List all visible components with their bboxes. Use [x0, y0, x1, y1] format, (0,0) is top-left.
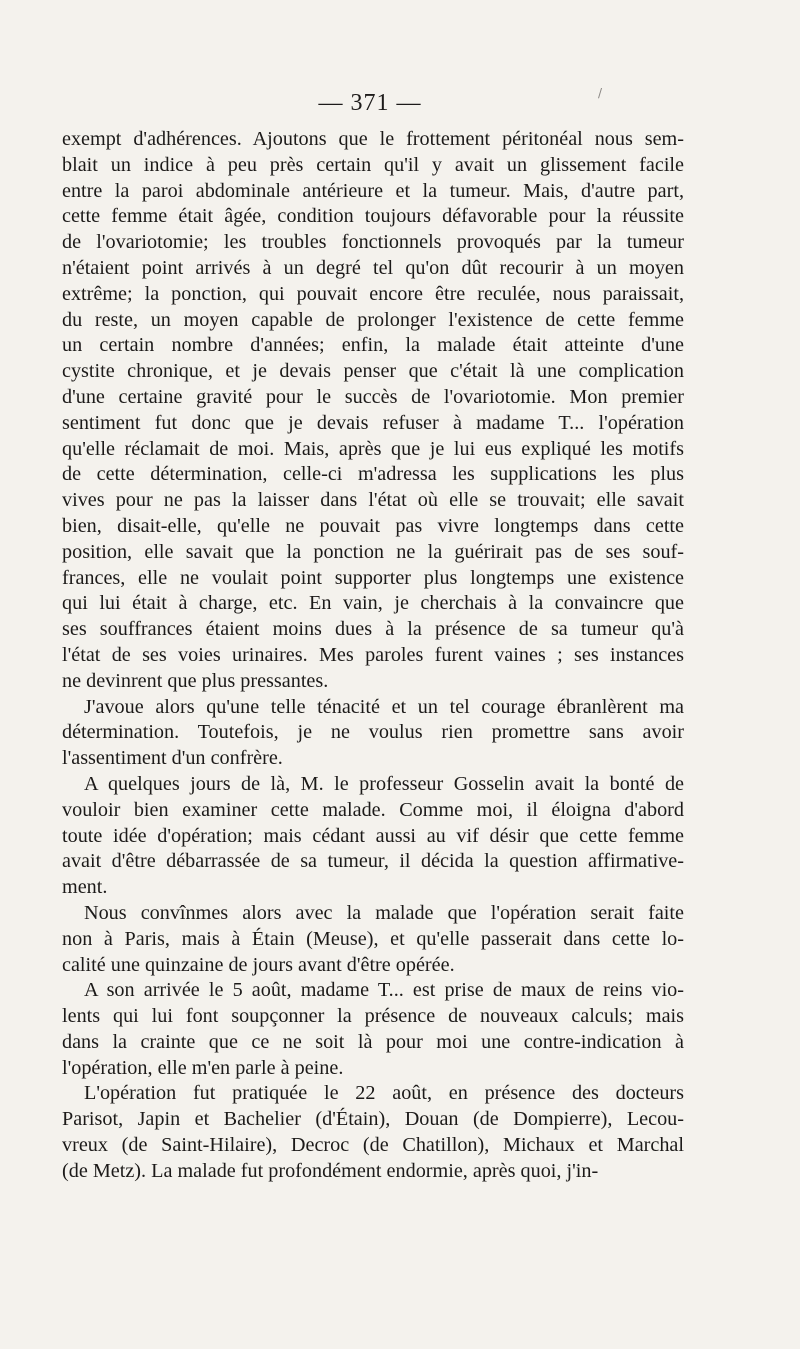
- paragraph: [62, 127, 684, 695]
- text-line: vreux (de Saint-Hilaire), Decroc (de Chatillon), Michaux et Marchal: [62, 1134, 684, 1157]
- text-line: cystite chronique, et je devais penser que c'était là une complication: [62, 360, 684, 383]
- text-line: non à Paris, mais à Étain (Meuse), et qu'elle passerait dans cette lo-: [62, 927, 684, 950]
- text-line: Parisot, Japin et Bachelier (d'Étain), Douan (de Dompierre), Lecou-: [62, 1108, 684, 1131]
- text-line: calité une quinzaine de jours avant d'être opérée.: [62, 953, 455, 976]
- text-line: d'une certaine gravité pour le succès de l'ovariotomie. Mon premier: [62, 385, 684, 408]
- text-line: vouloir bien examiner cette malade. Comme moi, il éloigna d'abord: [62, 798, 684, 821]
- text-line: sentiment fut donc que je devais refuser à madame T... l'opération: [62, 411, 684, 434]
- text-line: dans la crainte que ce ne soit là pour moi une contre-indication à: [62, 1030, 684, 1053]
- text-line: un certain nombre d'années; enfin, la malade était atteinte d'une: [62, 334, 684, 357]
- text-line: de l'ovariotomie; les troubles fonctionnels provoqués par la tumeur: [62, 231, 684, 254]
- text-line: position, elle savait que la ponction ne la guérirait pas de ses souf-: [62, 540, 684, 563]
- text-line: de cette détermination, celle-ci m'adressa les supplications les plus: [62, 463, 684, 486]
- text-line: l'assentiment d'un confrère.: [62, 747, 283, 770]
- text-line: l'état de ses voies urinaires. Mes paroles furent vaines ; ses instances: [62, 643, 684, 666]
- text-line: lents qui lui font soupçonner la présence de nouveaux calculs; mais: [62, 1005, 684, 1028]
- text-line: ment.: [62, 876, 108, 899]
- text-line: cette femme était âgée, condition toujours défavorable pour la réussite: [62, 205, 684, 228]
- text-line: qu'elle réclamait de moi. Mais, après que je lui eus expliqué les motifs: [62, 437, 684, 460]
- page-number: — 371 —: [318, 90, 422, 116]
- paragraph: [62, 695, 684, 772]
- text-line: entre la paroi abdominale antérieure et la tumeur. Mais, d'autre part,: [62, 179, 684, 202]
- text-line: ses souffrances étaient moins dues à la présence de sa tumeur qu'à: [62, 618, 684, 641]
- text-line: A quelques jours de là, M. le professeur Gosselin avait la bonté de: [84, 772, 684, 795]
- text-line: détermination. Toutefois, je ne voulus rien promettre sans avoir: [62, 721, 684, 744]
- text-line: L'opération fut pratiquée le 22 août, en présence des docteurs: [84, 1082, 684, 1105]
- text-line: extrême; la ponction, qui pouvait encore être reculée, nous paraissait,: [62, 282, 684, 305]
- text-line: avait d'être débarrassée de sa tumeur, il décida la question affirmative-: [62, 850, 684, 873]
- body-text: [62, 127, 684, 1185]
- text-line: A son arrivée le 5 août, madame T... est prise de maux de reins vio-: [84, 979, 684, 1002]
- paragraph: [62, 1081, 684, 1184]
- paragraph: [62, 901, 684, 978]
- text-line: exempt d'adhérences. Ajoutons que le frottement péritonéal nous sem-: [62, 128, 684, 150]
- corner-mark: /: [598, 86, 603, 100]
- text-line: n'étaient point arrivés à un degré tel qu'on dût recourir à un moyen: [62, 256, 684, 279]
- text-line: qui lui était à charge, etc. En vain, je cherchais à la convaincre que: [62, 592, 684, 615]
- text-line: vives pour ne pas la laisser dans l'état où elle se trouvait; elle savait: [62, 489, 684, 512]
- text-line: (de Metz). La malade fut profondément endormie, après quoi, j'in-: [62, 1159, 599, 1182]
- text-line: blait un indice à peu près certain qu'il y avait un glissement facile: [62, 153, 684, 176]
- paragraph: [62, 978, 684, 1081]
- text-line: l'opération, elle m'en parle à peine.: [62, 1056, 344, 1079]
- text-line: bien, disait-elle, qu'elle ne pouvait pas vivre longtemps dans cette: [62, 514, 684, 537]
- text-line: Nous convînmes alors avec la malade que l'opération serait faite: [84, 901, 684, 924]
- text-line: ne devinrent que plus pressantes.: [62, 669, 329, 692]
- text-line: du reste, un moyen capable de prolonger l'existence de cette femme: [62, 308, 684, 331]
- paragraph: [62, 772, 684, 901]
- text-line: J'avoue alors qu'une telle ténacité et un tel courage ébranlèrent ma: [84, 695, 684, 718]
- text-line: frances, elle ne voulait point supporter plus longtemps une existence: [62, 566, 684, 589]
- text-line: toute idée d'opération; mais cédant aussi au vif désir que cette femme: [62, 824, 684, 847]
